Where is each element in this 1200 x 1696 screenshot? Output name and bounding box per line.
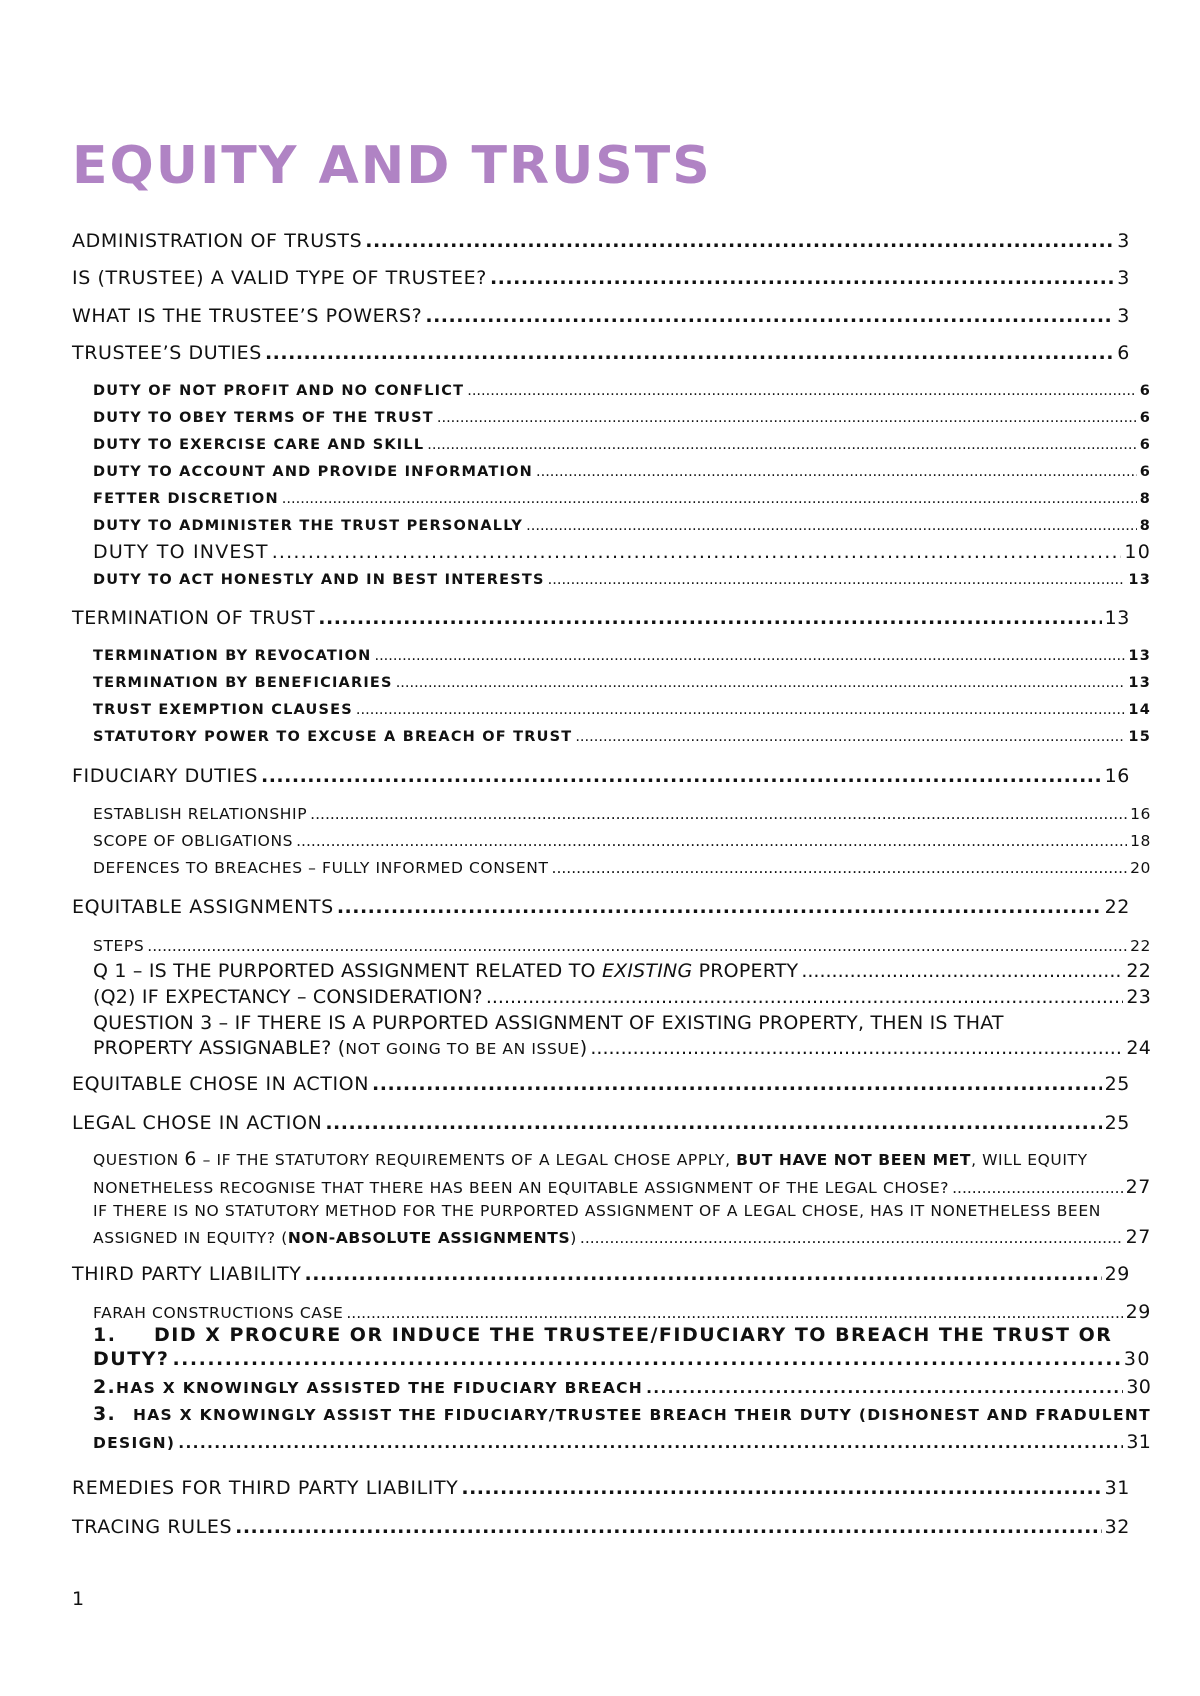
toc-leader (272, 541, 1122, 563)
toc-page-number: 15 (1128, 729, 1151, 745)
toc-entry[interactable] (72, 572, 1151, 588)
toc-page-number: 20 (1130, 859, 1151, 877)
toc-entry-label: DUTY TO ACT HONESTLY AND IN BEST INTERESTS (93, 572, 545, 588)
toc-page-number: 6 (1139, 383, 1151, 399)
toc-entry-label: TERMINATION BY REVOCATION (93, 648, 372, 664)
toc-entry-label-line1: IF THERE IS NO STATUTORY METHOD FOR THE PURPORTED ASSIGNMENT OF A LEGAL CHOSE, HAS IT NONETHELESS BEEN (93, 1202, 1101, 1220)
toc-leader (356, 702, 1126, 718)
toc-leader (486, 986, 1124, 1008)
toc-entry[interactable] (72, 702, 1151, 718)
toc-leader (437, 410, 1137, 426)
toc-entry[interactable] (72, 1301, 1151, 1323)
toc-page-number: 10 (1124, 541, 1151, 563)
toc-page-number: 3 (1117, 305, 1130, 327)
toc-entry-label-line1: QUESTION 3 – IF THERE IS A PURPORTED ASSIGNMENT OF EXISTING PROPERTY, THEN IS THAT (93, 1012, 1004, 1034)
toc-entry-label-line1: QUESTION 6 – IF THE STATUTORY REQUIREMENTS OF A LEGAL CHOSE APPLY, BUT HAVE NOT BEEN MET, WILL EQUITY (93, 1148, 1088, 1170)
toc-entry-label: FETTER DISCRETION (93, 491, 279, 507)
toc-leader (552, 859, 1128, 877)
toc-page-number: 13 (1128, 572, 1151, 588)
toc-entry-label: ADMINISTRATION OF TRUSTS (72, 230, 363, 252)
toc-entry[interactable] (72, 986, 1151, 1008)
toc-leader (646, 1379, 1123, 1397)
toc-entry-label: THIRD PARTY LIABILITY (72, 1263, 302, 1285)
toc-page-number: 27 (1125, 1176, 1151, 1198)
toc-entry-label: TERMINATION OF TRUST (72, 607, 316, 629)
toc-entry[interactable] (72, 464, 1151, 480)
toc-entry-label: LEGAL CHOSE IN ACTION (72, 1112, 323, 1134)
toc-entry[interactable] (72, 648, 1151, 664)
toc-leader (526, 518, 1137, 534)
toc-page-number: 32 (1104, 1516, 1130, 1538)
toc-leader (374, 648, 1125, 664)
toc-leader (461, 1477, 1101, 1499)
toc-leader (548, 572, 1126, 588)
toc-page-number: 6 (1139, 410, 1151, 426)
toc-leader (172, 1348, 1120, 1370)
toc-entry-label: ESTABLISH RELATIONSHIP (93, 805, 308, 823)
toc-entry-label-line1: DID X PROCURE OR INDUCE THE TRUSTEE/FIDUCIARY TO BREACH THE TRUST OR (154, 1324, 1113, 1346)
toc-entry[interactable] (72, 1148, 1151, 1198)
toc-entry-label-line1: HAS X KNOWINGLY ASSIST THE FIDUCIARY/TRUSTEE BREACH THEIR DUTY (DISHONEST AND FRADULENT (132, 1406, 1151, 1424)
toc-entry[interactable] (72, 267, 1130, 289)
toc-entry-label-line2: PROPERTY ASSIGNABLE? (NOT GOING TO BE AN ISSUE) (93, 1037, 588, 1059)
toc-entry[interactable] (72, 491, 1151, 507)
toc-entry-number: 2. (93, 1376, 117, 1398)
toc-leader (261, 765, 1102, 787)
toc-page-number: 8 (1139, 518, 1151, 534)
toc-entry-label: DUTY TO EXERCISE CARE AND SKILL (93, 437, 425, 453)
toc-entry[interactable] (72, 832, 1151, 850)
toc-page-number: 24 (1126, 1037, 1151, 1059)
toc-page-number: 30 (1123, 1348, 1151, 1370)
toc-leader (952, 1179, 1123, 1197)
toc-entry-label: DUTY TO ADMINISTER THE TRUST PERSONALLY (93, 518, 524, 534)
toc-entry-label: DUTY TO ACCOUNT AND PROVIDE INFORMATION (93, 464, 533, 480)
toc-leader (425, 305, 1114, 327)
toc-entry-label: TRUSTEE’S DUTIES (72, 342, 262, 364)
toc-entry-label: Q 1 – IS THE PURPORTED ASSIGNMENT RELATED TO EXISTING PROPERTY (93, 960, 799, 982)
toc-entry-label-line2: NONETHELESS RECOGNISE THAT THERE HAS BEEN AN EQUITABLE ASSIGNMENT OF THE LEGAL CHOSE? (93, 1179, 950, 1197)
toc-page-number: 16 (1104, 765, 1130, 787)
toc-entry[interactable] (72, 765, 1130, 787)
toc-entry[interactable] (72, 305, 1130, 327)
toc-leader (147, 937, 1127, 955)
toc-leader (467, 383, 1136, 399)
toc-entry[interactable] (72, 383, 1151, 399)
toc-leader (318, 607, 1101, 629)
toc-leader (396, 675, 1126, 691)
toc-entry-label: STATUTORY POWER TO EXCUSE A BREACH OF TRUST (93, 729, 573, 745)
toc-entry[interactable] (72, 607, 1130, 629)
toc-entry-label: (Q2) IF EXPECTANCY – CONSIDERATION? (93, 986, 483, 1008)
toc-entry-number: 3. (93, 1403, 117, 1425)
toc-entry[interactable] (72, 342, 1130, 364)
toc-leader (536, 464, 1137, 480)
toc-entry[interactable] (72, 541, 1151, 563)
toc-leader (296, 832, 1127, 850)
toc-entry[interactable] (72, 805, 1151, 823)
toc-leader (590, 1037, 1123, 1059)
toc-leader (575, 729, 1125, 745)
toc-page-number: 8 (1139, 491, 1151, 507)
toc-page-number: 13 (1128, 648, 1151, 664)
toc-page-number: 13 (1104, 607, 1130, 629)
toc-entry-label: DUTY TO INVEST (93, 541, 269, 563)
toc-leader (325, 1112, 1101, 1134)
toc-leader (801, 960, 1123, 982)
toc-entry-label: HAS X KNOWINGLY ASSISTED THE FIDUCIARY BREACH (116, 1379, 644, 1397)
toc-entry[interactable] (72, 518, 1151, 534)
toc-entry-label: EQUITABLE ASSIGNMENTS (72, 896, 334, 918)
toc-entry-label: SCOPE OF OBLIGATIONS (93, 832, 294, 850)
toc-page-number: 27 (1125, 1226, 1151, 1248)
toc-page-number: 3 (1117, 267, 1130, 289)
toc-leader (365, 230, 1114, 252)
toc-entry-label: IS (TRUSTEE) A VALID TYPE OF TRUSTEE? (72, 267, 487, 289)
toc-entry[interactable] (72, 937, 1151, 955)
toc-entry-label: DUTY OF NOT PROFIT AND NO CONFLICT (93, 383, 465, 399)
toc-entry-label: DUTY TO OBEY TERMS OF THE TRUST (93, 410, 434, 426)
page-number: 1 (72, 1588, 85, 1610)
toc-page-number: 29 (1104, 1263, 1130, 1285)
toc-entry[interactable] (72, 1012, 1151, 1059)
toc-entry[interactable] (72, 859, 1151, 877)
toc-page-number: 13 (1128, 675, 1151, 691)
toc-leader (265, 342, 1114, 364)
toc-entry[interactable] (72, 729, 1151, 745)
toc-entry[interactable] (72, 1403, 1151, 1453)
toc-entry-label-line2: DESIGN) (93, 1434, 176, 1452)
toc-leader (337, 896, 1102, 918)
toc-entry-label: REMEDIES FOR THIRD PARTY LIABILITY (72, 1477, 459, 1499)
toc-page-number: 25 (1104, 1112, 1130, 1134)
toc-entry[interactable] (72, 410, 1151, 426)
toc-entry[interactable] (72, 1112, 1130, 1134)
toc-page-number: 6 (1117, 342, 1130, 364)
toc-entry-label: EQUITABLE CHOSE IN ACTION (72, 1073, 370, 1095)
toc-entry[interactable] (72, 1202, 1151, 1248)
toc-page-number: 18 (1130, 832, 1151, 850)
toc-entry[interactable] (72, 1516, 1130, 1538)
toc-entry[interactable] (72, 230, 1130, 252)
toc-page-number: 23 (1126, 986, 1151, 1008)
toc-leader (346, 1304, 1122, 1322)
toc-entry[interactable] (72, 437, 1151, 453)
toc-entry-label-line2: ASSIGNED IN EQUITY? (NON-ABSOLUTE ASSIGNMENTS) (93, 1229, 577, 1247)
toc-page-number: 31 (1126, 1431, 1151, 1453)
toc-entry[interactable] (72, 1324, 1151, 1370)
toc-leader (178, 1434, 1123, 1452)
toc-entry-number: 1. (93, 1324, 117, 1346)
toc-page-number: 6 (1139, 464, 1151, 480)
toc-entry[interactable] (72, 896, 1130, 918)
toc-leader (235, 1516, 1102, 1538)
toc-entry[interactable] (72, 960, 1151, 982)
toc-leader (490, 267, 1114, 289)
toc-entry[interactable] (72, 1263, 1130, 1285)
document-title: EQUITY AND TRUSTS (72, 136, 712, 196)
toc-leader (427, 437, 1136, 453)
toc-leader (305, 1263, 1102, 1285)
toc-entry-label: TRACING RULES (72, 1516, 233, 1538)
toc-page-number: 3 (1117, 230, 1130, 252)
toc-page-number: 16 (1130, 805, 1151, 823)
toc-page-number: 29 (1125, 1301, 1151, 1323)
toc-entry-label: FARAH CONSTRUCTIONS CASE (93, 1304, 344, 1322)
toc-page-number: 25 (1104, 1073, 1130, 1095)
toc-page-number: 22 (1130, 937, 1151, 955)
toc-entry-label: FIDUCIARY DUTIES (72, 765, 258, 787)
toc-leader (580, 1229, 1123, 1247)
toc-page-number: 22 (1126, 960, 1151, 982)
toc-page-number: 31 (1104, 1477, 1130, 1499)
toc-leader (372, 1073, 1102, 1095)
toc-page-number: 6 (1139, 437, 1151, 453)
toc-entry[interactable] (72, 1376, 1151, 1398)
toc-page-number: 30 (1126, 1376, 1151, 1398)
toc-entry-label: DEFENCES TO BREACHES – FULLY INFORMED CONSENT (93, 859, 549, 877)
toc-leader (310, 805, 1127, 823)
toc-entry-label-line2: DUTY? (93, 1348, 170, 1370)
toc-entry[interactable] (72, 675, 1151, 691)
toc-leader (282, 491, 1137, 507)
toc-entry-label: TRUST EXEMPTION CLAUSES (93, 702, 353, 718)
toc-entry[interactable] (72, 1073, 1130, 1095)
toc-entry-label: WHAT IS THE TRUSTEE’S POWERS? (72, 305, 423, 327)
toc-entry-label: TERMINATION BY BENEFICIARIES (93, 675, 393, 691)
toc-page-number: 22 (1104, 896, 1130, 918)
toc-entry[interactable] (72, 1477, 1130, 1499)
toc-entry-label: STEPS (93, 937, 145, 955)
toc-page-number: 14 (1128, 702, 1151, 718)
